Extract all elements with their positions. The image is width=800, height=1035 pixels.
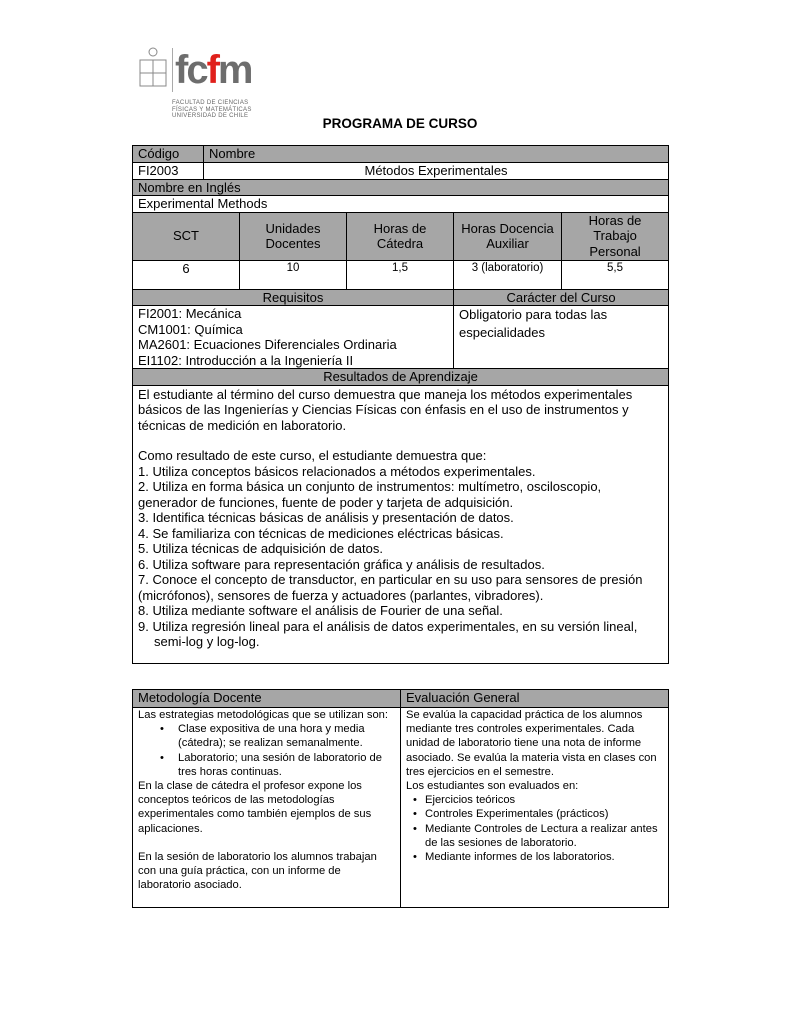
- evaluacion-bullet: • Mediante informes de los laboratorios.: [406, 850, 663, 864]
- resultado-item: 2. Utiliza en forma básica un conjunto de instrumentos: multímetro, osciloscopio, generador de funciones, fuente de poder y tarjeta de adquisición.: [138, 479, 602, 510]
- evaluacion-bullet: • Mediante Controles de Lectura a realizar antes de las sesiones de laboratorio.: [406, 822, 663, 850]
- fcfm-logo: fcfm: [172, 48, 251, 92]
- requisito: EI1102: Introducción a la Ingeniería II: [138, 352, 354, 368]
- name-label: Nombre: [204, 146, 669, 163]
- hours-header: Horas de Trabajo Personal: [562, 212, 669, 260]
- resultado-item: 3. Identifica técnicas básicas de análisis y presentación de datos.: [138, 510, 514, 525]
- logo-line: UNIVERSIDAD DE CHILE: [172, 113, 249, 119]
- requisitos-list: [133, 306, 454, 369]
- resultado-item: 4. Se familiariza con técnicas de mediciones eléctricas básicas.: [138, 525, 504, 541]
- metodologia-bullet: • Laboratorio; una sesión de laboratorio de tres horas continuas.: [138, 751, 395, 779]
- requisito: CM1001: Química: [138, 321, 243, 337]
- evaluacion-bullet: • Ejercicios teóricos: [406, 793, 663, 807]
- code-label: Código: [133, 146, 204, 163]
- metodologia-bullet: • Clase expositiva de una hora y media (cátedra); se realizan semanalmente.: [138, 722, 395, 750]
- hours-header: Horas de Cátedra: [347, 212, 454, 260]
- logo-line: FACULTAD DE CIENCIAS: [172, 100, 249, 106]
- hours-header: SCT: [133, 212, 240, 260]
- metodologia-intro: Las estrategias metodológicas que se utilizan son:: [138, 709, 389, 721]
- requisito: FI2001: Mecánica: [138, 306, 242, 321]
- caracter-text: Obligatorio para todas las especialidades: [454, 306, 669, 369]
- course-name: Métodos Experimentales: [204, 163, 669, 180]
- requisitos-label: Requisitos: [133, 289, 454, 306]
- resultados-body: [133, 385, 669, 663]
- requisito: MA2601: Ecuaciones Diferenciales Ordinaria: [138, 337, 397, 352]
- university-seal-icon: [138, 44, 168, 88]
- resultado-item: 7. Conoce el concepto de transductor, en particular en su uso para sensores de presión (micrófonos), sensores de fuerza y actuadores (parlantes, vibradores).: [138, 572, 643, 603]
- caracter-label: Carácter del Curso: [454, 289, 669, 306]
- resultados-lead: Como resultado de este curso, el estudiante demuestra que:: [138, 448, 487, 463]
- evaluacion-intro: Se evalúa la capacidad práctica de los alumnos mediante tres controles experimentales. Cada unidad de laboratorio tiene una nota de informe asociado. Se evalúa la materia vista en clases con tres ejercicios en el semestre.: [406, 709, 657, 778]
- resultado-item: 1. Utiliza conceptos básicos relacionados a métodos experimentales.: [138, 463, 536, 479]
- resultado-item: 6. Utiliza software para representación gráfica y análisis de resultados.: [138, 556, 545, 572]
- evaluacion-lead: Los estudiantes son evaluados en:: [406, 780, 579, 793]
- evaluacion-bullet: • Controles Experimentales (prácticos): [406, 807, 663, 821]
- hours-value: 6: [133, 260, 240, 289]
- course-info-table: [132, 145, 669, 664]
- metodologia-body: [133, 708, 401, 908]
- metodologia-paragraph: En la clase de cátedra el profesor expone los conceptos teóricos de las metodologías experimentales como también ejemplos de sus aplicaciones.: [138, 780, 372, 835]
- hours-header: Unidades Docentes: [240, 212, 347, 260]
- methodology-evaluation-table: [132, 689, 669, 908]
- resultado-item: 8. Utiliza mediante software el análisis de Fourier de una señal.: [138, 603, 503, 618]
- page-title: PROGRAMA DE CURSO: [322, 116, 478, 131]
- metodologia-label: Metodología Docente: [133, 690, 401, 708]
- logo-line: FÍSICAS Y MATEMÁTICAS: [172, 106, 252, 113]
- resultados-intro: El estudiante al término del curso demuestra que maneja los métodos experimentales básicos de las Ingenierías y Ciencias Físicas con énfasis en el uso de instrumentos y técnicas de medición en laboratorio.: [138, 386, 633, 433]
- resultados-label: Resultados de Aprendizaje: [133, 369, 669, 386]
- hours-value: 3 (laboratorio): [454, 260, 562, 289]
- hours-header: Horas Docencia Auxiliar: [454, 212, 562, 260]
- english-name-label: Nombre en Inglés: [133, 179, 669, 196]
- metodologia-paragraph: En la sesión de laboratorio los alumnos trabajan con una guía práctica, con un informe de laboratorio asociado.: [138, 850, 377, 892]
- evaluacion-label: Evaluación General: [401, 690, 669, 708]
- hours-value: 1,5: [347, 260, 454, 289]
- resultado-item: 5. Utiliza técnicas de adquisición de datos.: [138, 541, 383, 556]
- hours-value: 10: [240, 260, 347, 289]
- evaluacion-body: [401, 708, 669, 908]
- english-name: Experimental Methods: [133, 196, 669, 213]
- hours-value: 5,5: [562, 260, 669, 289]
- course-code: FI2003: [133, 163, 204, 180]
- resultado-item: 9. Utiliza regresión lineal para el análisis de datos experimentales, en su versión lineal, semi-log y log-log.: [138, 618, 638, 649]
